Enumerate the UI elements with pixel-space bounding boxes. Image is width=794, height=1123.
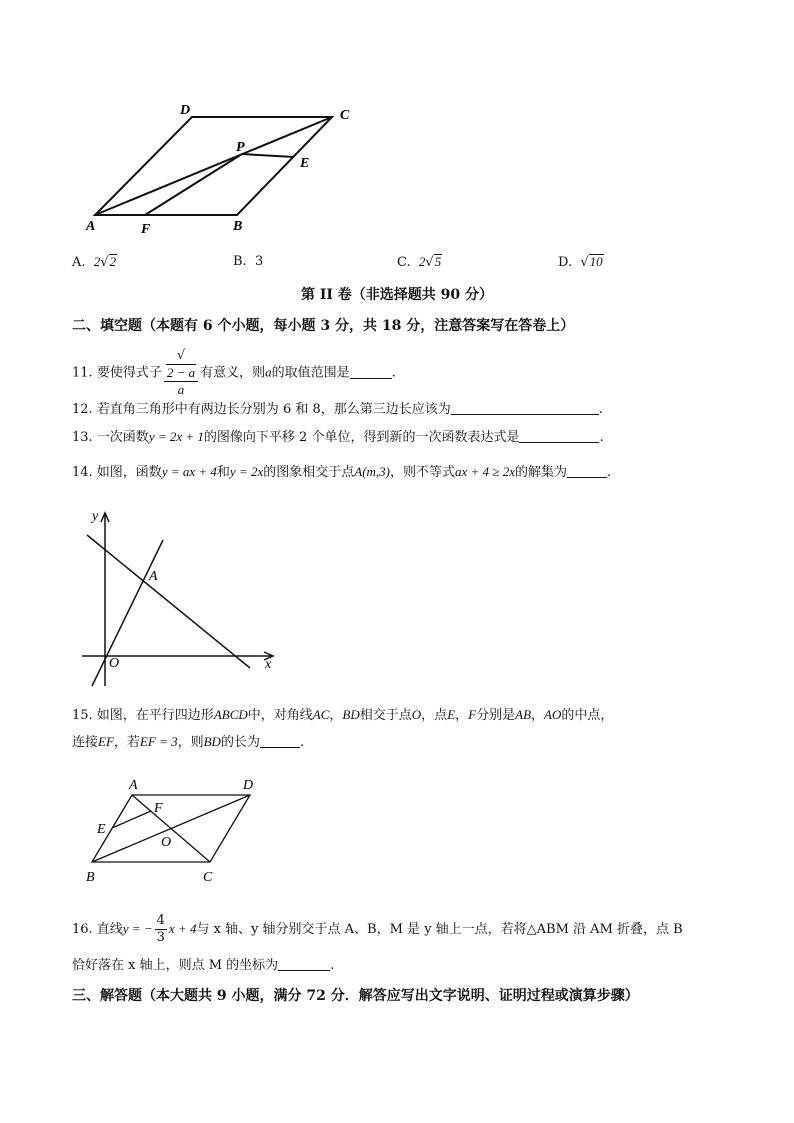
question-11: 11. 要使得式子 √ 2 − a a 有意义，则a的取值范围是 . — [72, 348, 396, 397]
label-A: A — [129, 778, 138, 793]
label-E: E — [300, 156, 310, 171]
question-13: 13. 一次函数y = 2x + 1的图像向下平移 2 个单位，得到新的一次函数表达式是 . — [72, 429, 604, 445]
function-graph-q14 — [78, 500, 278, 695]
answer-blank[interactable] — [278, 957, 330, 971]
label-F: F — [141, 222, 151, 237]
option-b: B. 3 — [233, 254, 264, 269]
label-P: P — [236, 140, 245, 155]
label-C: C — [340, 108, 350, 123]
option-c: C. 2√5 — [397, 254, 442, 270]
answer-blank[interactable] — [567, 464, 607, 478]
label-D: D — [243, 778, 254, 793]
label-B: B — [86, 870, 95, 885]
section-3-heading: 三、解答题（本大题共 9 小题，满分 72 分．解答应写出文字说明、证明过程或演算步骤） — [72, 988, 639, 1004]
answer-blank[interactable] — [260, 734, 300, 748]
answer-blank[interactable] — [519, 429, 599, 443]
label-C: C — [203, 870, 213, 885]
axis-label-x: x — [265, 657, 272, 672]
question-15-line-2: 连接EF，若EF = 3，则BD的长为 . — [72, 734, 305, 750]
label-F: F — [154, 801, 163, 816]
question-15-line-1: 15. 如图，在平行四边形ABCD中，对角线AC，BD相交于点O，点E，F分别是AB，AO的中点， — [72, 707, 614, 723]
point-label-A: A — [149, 569, 158, 584]
origin-label-O: O — [109, 656, 120, 671]
question-12: 12. 若直角三角形中有两边长分别为 6 和 8，那么第三边长应该为 . — [72, 402, 603, 417]
section-2-heading: 二、填空题（本题有 6 个小题，每小题 3 分，共 18 分，注意答案写在答卷上） — [72, 318, 575, 334]
parallelogram-figure-q10 — [80, 98, 370, 238]
answer-blank[interactable] — [350, 365, 392, 379]
option-d: D. √10 — [558, 254, 603, 270]
part-2-title: 第 II 卷（非选择题共 90 分） — [300, 287, 494, 303]
answer-blank[interactable] — [451, 401, 599, 415]
question-14: 14. 如图，函数y = ax + 4和y = 2x的图象相交于点A(m,3)，则不等式ax + 4 ≥ 2x的解集为 . — [72, 464, 612, 480]
option-a: A. 2√2 — [72, 254, 117, 270]
label-D: D — [180, 103, 191, 118]
label-A: A — [86, 219, 96, 234]
label-B: B — [233, 219, 243, 234]
axis-label-y: y — [92, 509, 99, 524]
label-E: E — [97, 822, 106, 837]
question-16-line-2: 恰好落在 x 轴上，则点 M 的坐标为 . — [72, 958, 335, 973]
label-O: O — [161, 835, 172, 850]
question-16-line-1: 16. 直线y = − $\frac{4}{3}$ x + 4与 x 轴、y 轴分别交于点 A、B，M 是 y 轴上一点，若将△ABM 沿 AM 折叠，点 B — [72, 913, 683, 945]
parallelogram-figure-q15 — [80, 768, 270, 888]
